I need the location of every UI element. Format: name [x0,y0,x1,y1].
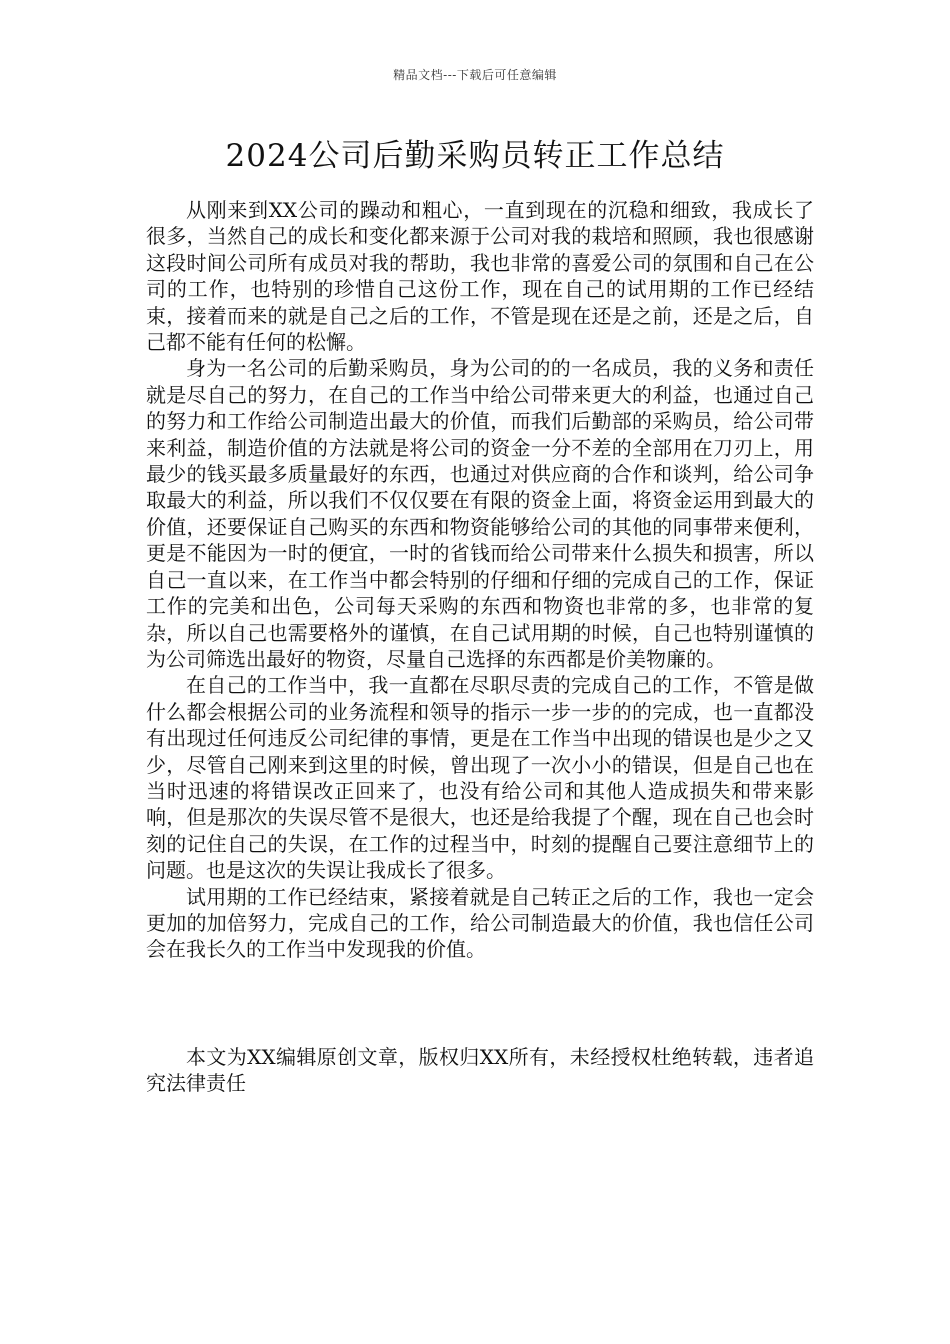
paragraph: 从刚来到XX公司的躁动和粗心，一直到现在的沉稳和细致，我成长了很多，当然自己的成长和变化都来源于公司对我的栽培和照顾，我也很感谢这段时间公司所有成员对我的帮助，我也非常的喜爱公司的氛围和自己在公司的工作，也特别的珍惜自己这份工作，现在自己的试用期的工作已经结束，接着而来的就是自己之后的工作，不管是现在还是之前，还是之后，自己都不能有任何的松懈。 [146,198,814,355]
document-body [146,197,814,963]
copyright-notice-block [146,1044,814,1097]
paragraph: 试用期的工作已经结束，紧接着就是自己转正之后的工作，我也一定会更加的加倍努力，完成自己的工作，给公司制造最大的价值，我也信任公司会在我长久的工作当中发现我的价值。 [146,884,814,962]
paragraph: 身为一名公司的后勤采购员，身为公司的的一名成员，我的义务和责任就是尽自己的努力，在自己的工作当中给公司带来更大的利益，也通过自己的努力和工作给公司制造出最大的价值，而我们后勤部的采购员，给公司带来利益，制造价值的方法就是将公司的资金一分不差的全部用在刀刃上，用最少的钱买最多质量最好的东西，也通过对供应商的合作和谈判，给公司争取最大的利益，所以我们不仅仅要在有限的资金上面，将资金运用到最大的价值，还要保证自己购买的东西和物资能够给公司的其他的同事带来便利，更是不能因为一时的便宜，一时的省钱而给公司带来什么损失和损害，所以自己一直以来，在工作当中都会特别的仔细和仔细的完成自己的工作，保证工作的完美和出色，公司每天采购的东西和物资也非常的多，也非常的复杂，所以自己也需要格外的谨慎，在自己试用期的时候，自己也特别谨慎的为公司筛选出最好的物资，尽量自己选择的东西都是价美物廉的。 [146,356,814,671]
header-note: 精品文档---下载后可任意编辑 [393,68,557,82]
paragraph: 在自己的工作当中，我一直都在尽职尽责的完成自己的工作，不管是做什么都会根据公司的业务流程和领导的指示一步一步的的完成，也一直都没有出现过任何违反公司纪律的事情，更是在工作当中出现的错误也是少之又少，尽管自己刚来到这里的时候，曾出现了一次小小的错误，但是自己也在当时迅速的将错误改正回来了，也没有给公司和其他人造成损失和带来影响，但是那次的失误尽管不是很大，也还是给我提了个醒，现在自己也会时刻的记住自己的失误，在工作的过程当中，时刻的提醒自己要注意细节上的问题。也是这次的失误让我成长了很多。 [146,673,814,883]
copyright-notice: 本文为XX编辑原创文章，版权归XX所有，未经授权杜绝转载，违者追究法律责任 [146,1045,814,1096]
document-title: 2024公司后勤采购员转正工作总结 [225,138,725,174]
